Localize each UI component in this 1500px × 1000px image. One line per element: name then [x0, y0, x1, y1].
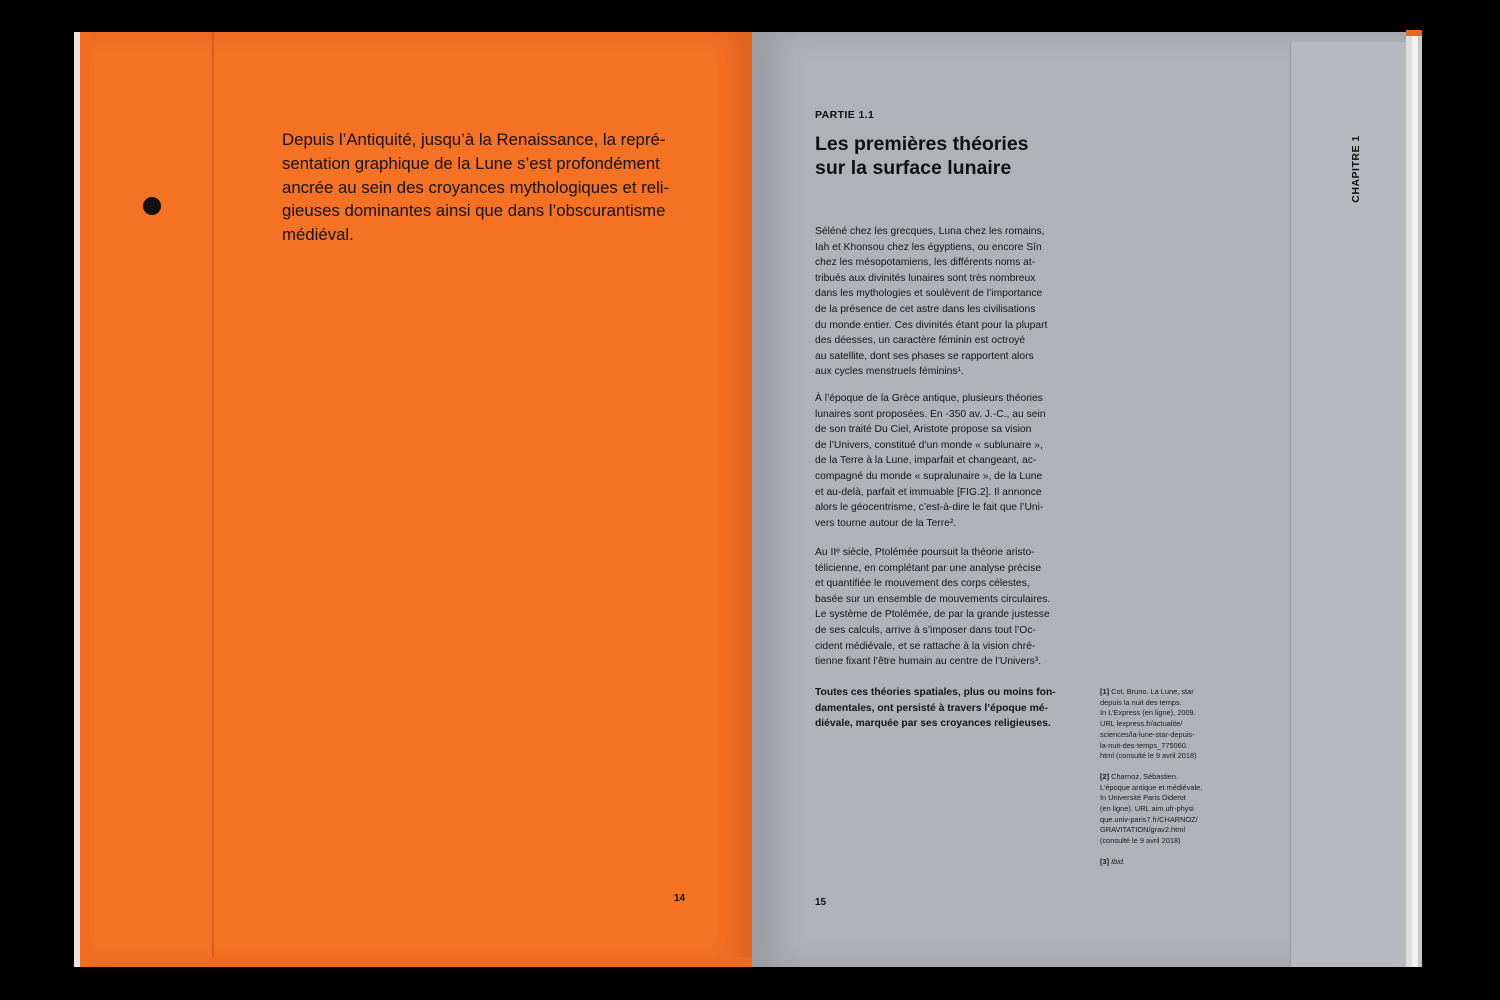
- body-paragraph-3: Au IIᵉ siècle, Ptolémée poursuit la théorie aristo- télicienne, en complétant par une analyse précise et quantifiée le mouvement des corps célestes, basée sur un ensemble de mouvements circulaires. Le système de Ptolémée, de par la grande justesse de ses calculs, arrive à s’imposer dans tout l’Oc- cident médiévale, et se rattache à la vision chré- tienne fixant l’être humain au centre de l’Univers³.: [815, 547, 1051, 668]
- footnote-text: Ibid.: [1109, 856, 1126, 866]
- footnotes: [1100, 687, 1230, 878]
- footnote-2: [1100, 772, 1230, 847]
- page-number-right: 15: [815, 897, 827, 908]
- body-paragraph-2: À l’époque de la Grèce antique, plusieurs théories lunaires sont proposées. En -350 av. J.-C., au sein de son traité Du Ciel, Aristote propose sa vision de l’Univers, constitué d’un monde « sublunaire », de la Terre à la Lune, imparfait et changeant, ac- compagné du monde « supralunaire », de la Lune et au-delà, parfait et immuable [FIG.2]. Il annonce alors le géocentrisme, c’est-à-dire le fait que l’Uni- vers tourne autour de la Terre².: [815, 393, 1046, 529]
- section-label: PARTIE 1.1: [815, 109, 875, 121]
- cover-corner: [1406, 30, 1422, 36]
- footnote-text: Cot, Bruno. La Lune, star depuis la nuit des temps. In L’Express (en ligne), 2009. URL lexpress.fr/actualite/ sciences/la-lune-star-depuis- la-nuit-des-temps_775060. html (consulté le 9 avril 2018): [1100, 687, 1197, 761]
- left-flap-bottom: [212, 957, 752, 967]
- footnote-3: [1100, 857, 1230, 868]
- footnote-number: [2]: [1100, 771, 1110, 781]
- left-flap-fold: [212, 32, 214, 967]
- footnote-number: [3]: [1100, 856, 1110, 866]
- section-title: Les premières théories sur la surface lunaire: [815, 133, 1029, 179]
- closing-paragraph: Toutes ces théories spatiales, plus ou moins fon- damentales, ont persisté à travers l’époque mé- diévale, marquée par ses croyances religieuses.: [815, 687, 1056, 730]
- footnote-1: [1100, 687, 1230, 762]
- body-paragraph-1: Séléné chez les grecques, Luna chez les romains, Iah et Khonsou chez les égyptiens, ou encore Sîn chez les mésopotamiens, les différents noms at- tribués aux divinités lunaires sont très nombreux dans les mythologies et soulèvent de l’importance de la présence de cet astre dans les civilisations du monde entier. Ces divinités étant pour la plupart des déesses, un caractère féminin est octroyé au satellite, dont ses phases se rapportent alors aux cycles menstruels féminins¹.: [815, 226, 1048, 378]
- page-number-left: 14: [674, 893, 686, 904]
- page-edge: [1418, 32, 1422, 967]
- right-fold-out-flap: [1290, 42, 1407, 967]
- chapter-label: CHAPITRE 1: [1350, 135, 1362, 203]
- footnote-text: Charnoz, Sébastien. L’époque antique et médiévale. In Université Paris Diderot (en ligne). URL aim.ufr-physi que.univ-paris7.fr/CHARNOZ/ GRAVITATION/grav2.html (consulté le 9 avril 2018): [1100, 771, 1203, 846]
- intro-paragraph: Depuis l’Antiquité, jusqu’à la Renaissance, la repré- sentation graphique de la Lune s’est profondément ancrée au sein des croyances mythologiques et reli- gieuses dominantes ainsi que dans l’obscurantisme médiéval.: [282, 130, 670, 245]
- punch-hole-icon: [143, 197, 161, 215]
- footnote-number: [1]: [1100, 687, 1110, 696]
